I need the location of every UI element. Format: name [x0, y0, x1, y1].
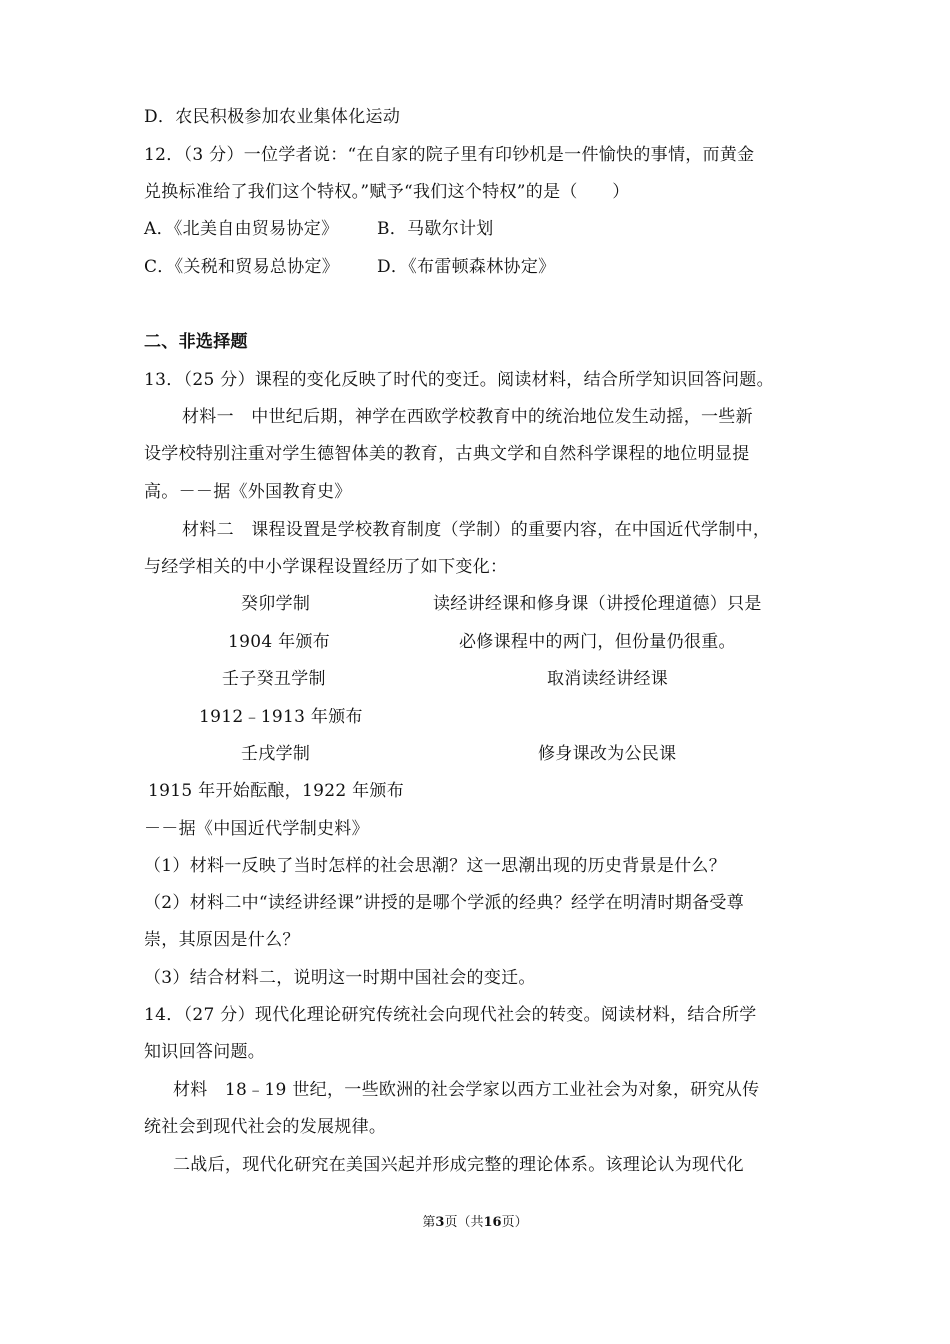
q12-option-b: B．马歇尔计划 [377, 219, 494, 239]
q13-sub-question-1: （1）材料一反映了当时怎样的社会思潮？这一思潮出现的历史背景是什么？ [144, 856, 727, 876]
footer-total-pages: 16 [483, 1215, 502, 1230]
q13-stem: 13．（25 分）课程的变化反映了时代的变迁。阅读材料，结合所学知识回答问题。 [144, 370, 774, 390]
q13-material2-source: －－据《中国近代学制史料》 [144, 819, 369, 839]
footer-page-number: 3 [435, 1215, 445, 1230]
footer-prefix: 第 [422, 1215, 436, 1230]
table-right-cell: 读经讲经课和修身课（讲授伦理道德）只是 [433, 594, 762, 614]
q13-sub-question-2-line1: （2）材料二中“读经讲经课”讲授的是哪个学派的经典？经学在明清时期备受尊 [144, 893, 744, 913]
q14-material-line3: 二战后，现代化研究在美国兴起并形成完整的理论体系。该理论认为现代化 [173, 1155, 744, 1175]
table-right-cell: 修身课改为公民课 [538, 744, 677, 764]
table-left-cell: 1912﹣1913 年颁布 [199, 707, 363, 727]
q13-sub-question-3: （3）结合材料二，说明这一时期中国社会的变迁。 [144, 968, 536, 988]
q13-material1-line1: 材料一 中世纪后期，神学在西欧学校教育中的统治地位发生动摇，一些新 [182, 407, 753, 427]
section-heading: 二、非选择题 [144, 332, 248, 352]
q12-option-d: D．《布雷顿森林协定》 [377, 257, 556, 277]
q13-material2-line1: 材料二 课程设置是学校教育制度（学制）的重要内容，在中国近代学制中， [182, 520, 771, 540]
footer-suffix: 页） [501, 1215, 528, 1230]
q13-material2-line2: 与经学相关的中小学课程设置经历了如下变化： [144, 557, 508, 577]
page-footer [0, 1214, 950, 1232]
table-left-cell: 1915 年开始酝酿，1922 年颁布 [148, 781, 405, 801]
table-left-cell: 壬子癸丑学制 [222, 669, 326, 689]
q13-material1-line2: 设学校特别注重对学生德智体美的教育，古典文学和自然科学课程的地位明显提 [144, 444, 750, 464]
q14-material-line1: 材料 18﹣19 世纪，一些欧洲的社会学家以西方工业社会为对象，研究从传 [173, 1080, 760, 1100]
table-left-cell: 1904 年颁布 [228, 632, 331, 652]
q12-option-a: A．《北美自由贸易协定》 [144, 219, 339, 239]
q13-material1-line3: 高。－－据《外国教育史》 [144, 482, 352, 502]
q14-material-line2: 统社会到现代社会的发展规律。 [144, 1117, 387, 1137]
q11-option-d: D．农民积极参加农业集体化运动 [144, 107, 401, 127]
footer-middle: 页（共 [444, 1215, 484, 1230]
q13-sub-question-2-line2: 崇，其原因是什么？ [144, 930, 300, 950]
q12-stem-line1: 12．（3 分）一位学者说：“在自家的院子里有印钞机是一件愉快的事情，而黄金 [144, 145, 755, 165]
table-left-cell: 癸卯学制 [241, 594, 311, 614]
q14-stem-line1: 14．（27 分）现代化理论研究传统社会向现代社会的转变。阅读材料，结合所学 [144, 1005, 757, 1025]
table-left-cell: 壬戌学制 [241, 744, 311, 764]
q14-stem-line2: 知识回答问题。 [144, 1042, 266, 1062]
q12-option-c: C．《关税和贸易总协定》 [144, 257, 340, 277]
table-right-cell: 必修课程中的两门，但份量仍很重。 [459, 632, 736, 652]
table-right-cell: 取消读经讲经课 [547, 669, 669, 689]
q12-stem-line2: 兑换标准给了我们这个特权。”赋予“我们这个特权”的是（ ） [144, 182, 630, 202]
